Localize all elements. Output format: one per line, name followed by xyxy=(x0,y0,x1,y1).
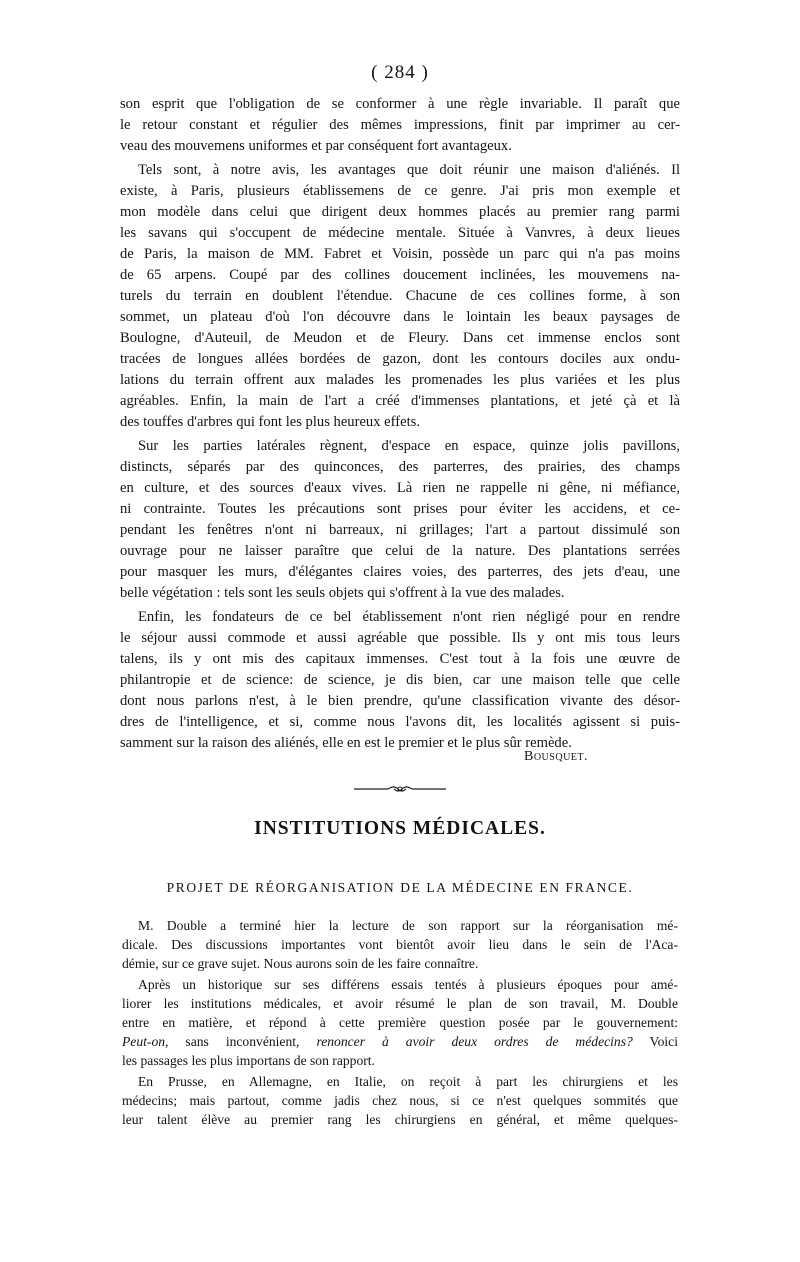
italic-phrase: Peut-on, xyxy=(122,1034,169,1049)
text-line: de Paris, la maison de MM. Fabret et Voisin, possède un parc qui n'a pas moins xyxy=(120,246,680,262)
text-line: belle végétation : tels sont les seuls objets qui s'offrent à la vue des malades. xyxy=(120,585,565,601)
text-line: turels du terrain en doublent l'étendue. Chacune de ces collines forme, à son xyxy=(120,288,680,304)
text-line: démie, sur ce grave sujet. Nous aurons soin de les faire connaître. xyxy=(122,956,479,971)
article-title: PROJET DE RÉORGANISATION DE LA MÉDECINE EN FRANCE. xyxy=(166,880,634,895)
text-line: tracées de longues allées bordées de gazon, dont les contours dociles aux ondu- xyxy=(120,351,680,367)
italic-phrase: renoncer à avoir deux ordres de médecins? xyxy=(316,1034,633,1049)
text-line: ouvrage pour ne laisser paraître que celui de la nature. Des plantations serrées xyxy=(120,543,680,559)
text-line: agréables. Enfin, la main de l'art a créé d'immenses plantations, et jeté çà et là xyxy=(120,393,680,409)
section-heading: INSTITUTIONS MÉDICALES. xyxy=(254,818,546,839)
text-line: de 65 arpens. Coupé par des collines doucement inclinées, les mouvemens na- xyxy=(120,267,680,283)
ornamental-divider xyxy=(352,784,448,794)
page-number: ( 284 ) xyxy=(371,62,429,83)
text-line: les passages les plus importans de son rapport. xyxy=(122,1053,375,1068)
text-line: pour masquer les murs, d'élégantes claires voies, des parterres, des jets d'eau, une xyxy=(120,564,680,580)
text-line: son esprit que l'obligation de se conformer à une règle invariable. Il paraît que xyxy=(120,96,680,112)
text-line: sommet, un plateau d'où l'on découvre dans le lointain les beaux paysages de xyxy=(120,309,680,325)
text-line: samment sur la raison des aliénés, elle en est le premier et le plus sûr remède. xyxy=(120,735,572,751)
text-line: talens, ils y ont mis des capitaux immenses. C'est tout à la fois une œuvre de xyxy=(120,651,680,667)
text-line: veau des mouvemens uniformes et par conséquent fort avantageux. xyxy=(120,138,512,154)
text-line: Enfin, les fondateurs de ce bel établissement n'ont rien négligé pour en rendre xyxy=(138,609,680,625)
text-line: des touffes d'arbres qui font les plus heureux effets. xyxy=(120,414,420,430)
text-line: le séjour aussi commode et aussi agréable que possible. Ils y ont mis tous leurs xyxy=(120,630,680,646)
text-line: dicale. Des discussions importantes vont bientôt avoir lieu dans le sein de l'Aca- xyxy=(122,937,678,952)
text-line: médecins; mais partout, comme jadis chez nous, si ce n'est quelques sommités que xyxy=(122,1093,678,1108)
text-line: M. Double a terminé hier la lecture de son rapport sur la réorganisation mé- xyxy=(138,918,678,933)
text-span: sans inconvénient, xyxy=(168,1034,317,1049)
author-signature: Bousquet. xyxy=(524,749,589,764)
text-line: existe, à Paris, plusieurs établissemens de ce genre. J'ai pris mon exemple et xyxy=(120,183,680,199)
text-line: dres de l'intelligence, et si, comme nous l'avons dit, les localités agissent si puis- xyxy=(120,714,680,730)
text-line: En Prusse, en Allemagne, en Italie, on reçoit à part les chirurgiens et les xyxy=(138,1074,678,1089)
text-line: les savans qui s'occupent de médecine mentale. Située à Vanvres, à deux lieues xyxy=(120,225,680,241)
text-line: Sur les parties latérales règnent, d'espace en espace, quinze jolis pavillons, xyxy=(138,438,680,454)
text-line: dont nous parlons n'est, à le bien prendre, qu'une classification vivante des désor- xyxy=(120,693,680,709)
text-line: distincts, séparés par des quinconces, des parterres, des prairies, des champs xyxy=(120,459,680,475)
text-line: philantropie et de science: de science, je dis bien, car une maison telle que celle xyxy=(120,672,680,688)
text-line xyxy=(122,1032,678,1051)
text-line: Après un historique sur ses différens essais tentés à plusieurs époques pour amé- xyxy=(138,977,678,992)
text-line: le retour constant et régulier des mêmes impressions, finit par imprimer au cer- xyxy=(120,117,680,133)
text-line: lations du terrain offrent aux malades les promenades les plus variées et les plus xyxy=(120,372,680,388)
text-span: Voici xyxy=(632,1034,678,1049)
text-line: leur talent élève au premier rang les chirurgiens en général, et même quelques- xyxy=(122,1112,678,1127)
text-line: ni contrainte. Toutes les précautions sont prises pour éviter les accidens, et ce- xyxy=(120,501,680,517)
text-line: entre en matière, et répond à cette première question posée par le gouvernement: xyxy=(122,1015,678,1030)
text-line: mon modèle dans celui que dirigent deux hommes placés au premier rang parmi xyxy=(120,204,680,220)
text-line: Tels sont, à notre avis, les avantages que doit réunir une maison d'aliénés. Il xyxy=(138,162,680,178)
text-line: Boulogne, d'Auteuil, de Meudon et de Fleury. Dans cet immense enclos sont xyxy=(120,330,680,346)
text-line: en culture, et des sources d'eaux vives. Là rien ne rappelle ni gêne, ni méfiance, xyxy=(120,480,680,496)
text-line: pendant les fenêtres n'ont ni barreaux, ni grillages; l'art a partout dissimulé son xyxy=(120,522,680,538)
text-line: liorer les institutions médicales, et avoir résumé le plan de son travail, M. Double xyxy=(122,996,678,1011)
